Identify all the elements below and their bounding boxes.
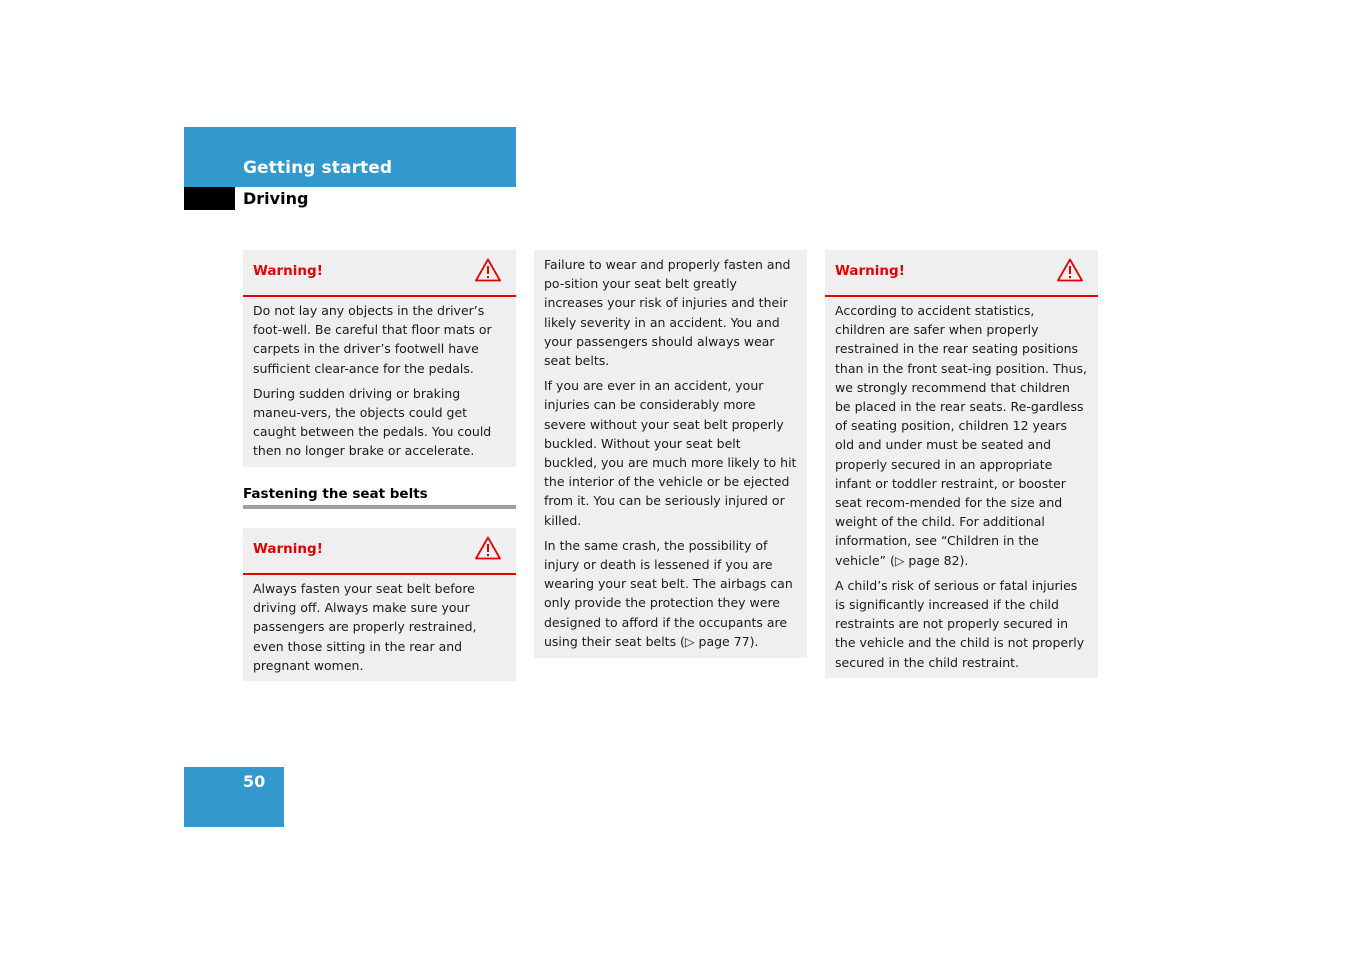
warning-header [243, 528, 516, 575]
warning-header [243, 250, 516, 297]
warning-text: Always fasten your seat belt before driving off. Always make sure your passengers are properly restrained, even those sitting in the rear and pregnant women. [253, 581, 477, 673]
info-text: In the same crash, the possibility of injury or death is lessened if you are wearing your seat belt. The airbags can only provide the protection they were designed to afford if the occupants are using their seat belts (▷ page 77). [544, 537, 793, 649]
section-marker [184, 187, 235, 210]
section-title: Getting started [243, 158, 393, 178]
warning-label: Warning! [253, 263, 323, 279]
warning-label: Warning! [835, 263, 905, 279]
header-bar [184, 127, 516, 187]
warning-header [825, 250, 1098, 297]
warning-box-children [825, 250, 1098, 678]
warning-triangle-icon [475, 536, 501, 560]
info-text: If you are ever in an accident, your injuries can be considerably more severe without your seat belt properly buckled. Without your seat belt buckled, you are much more likely to hit the interior of the vehicle or be ejected from it. You can be seriously injured or killed. [544, 378, 797, 528]
warning-box-seat-belt [243, 528, 516, 681]
warning-text: According to accident statistics, children are safer when properly restrained in the rear seating positions than in the front seat-ing position. Thus, we strongly recommend that children be placed in the rear seats. Re-gardless of seating position, children 12 years old and under must be seated and properly secured in an appropriate infant or toddler restraint, or booster seat recom-mended for the size and weight of the child. For additional information, see “Children in the vehicle” (▷ page 82). [835, 303, 1087, 568]
warning-label: Warning! [253, 541, 323, 557]
warning-text: Do not lay any objects in the driver’s foot-well. Be careful that floor mats or carpets in the driver’s footwell have sufficient clear-ance for the pedals. [253, 303, 492, 376]
warning-triangle-icon [1057, 258, 1083, 282]
fastening-seat-belts-heading: Fastening the seat belts [243, 486, 428, 502]
warning-text: A child’s risk of serious or fatal injuries is significantly increased if the child restraints are not properly secured in the vehicle and the child is not properly secured in the child restraint. [835, 577, 1085, 670]
heading-rule [243, 505, 516, 509]
warning-box-footwell [243, 250, 516, 467]
warning-text: During sudden driving or braking maneu-vers, the objects could get caught between the pedals. You could then no longer brake or accelerate. [253, 385, 492, 459]
subsection-title: Driving [243, 189, 309, 208]
page-number-tab [184, 767, 284, 827]
info-text: Failure to wear and properly fasten and po-sition your seat belt greatly increases your risk of injuries and their likely severity in an accident. You and your passengers should always wear seat belts. [544, 257, 791, 369]
warning-triangle-icon [475, 258, 501, 282]
page-number: 50 [243, 772, 266, 791]
seat-belt-info-box [534, 250, 807, 658]
